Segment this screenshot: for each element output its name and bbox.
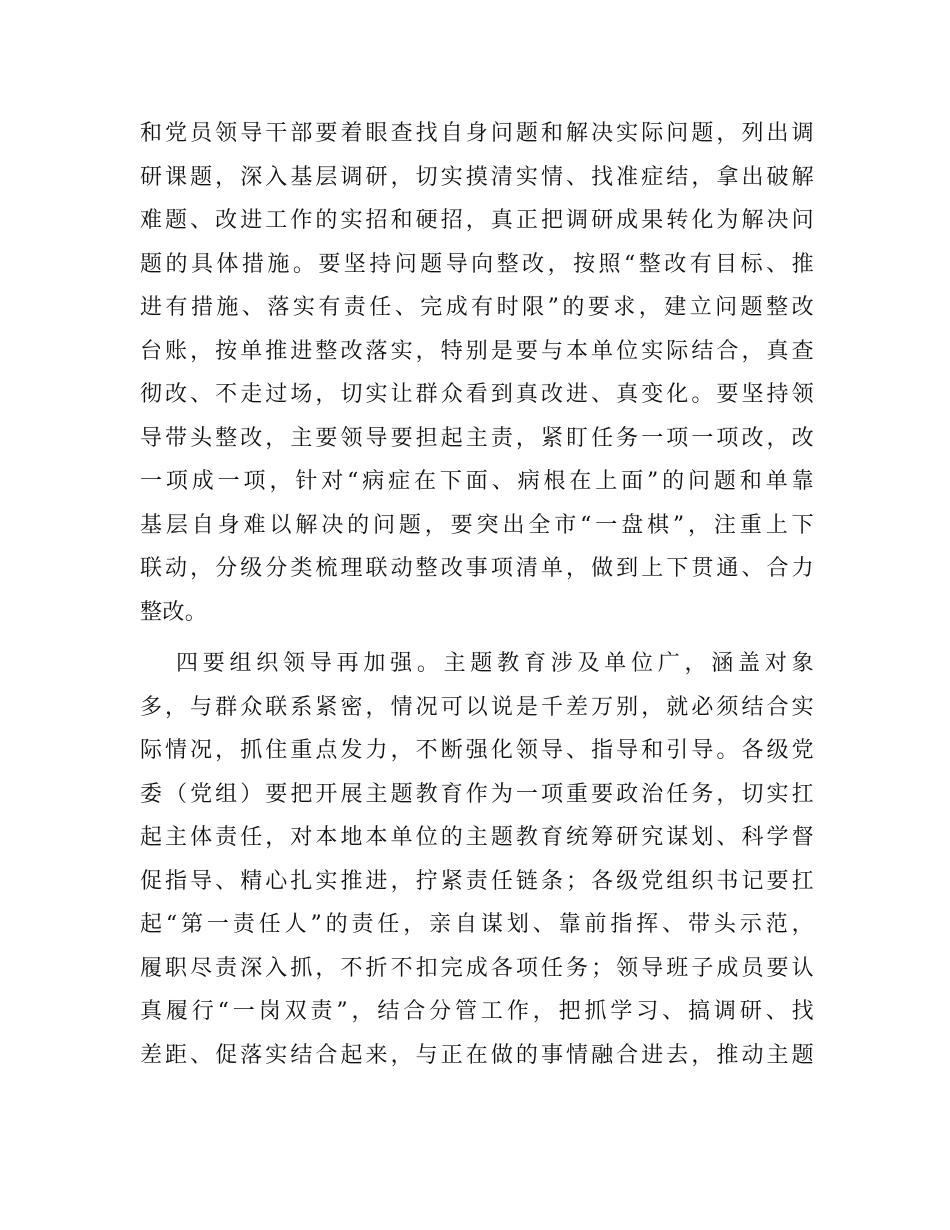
text-line: 彻改、不走过场，切实让群众看到真改进、真变化。要坚持领 (140, 382, 814, 407)
text-line: 一项成一项，针对“病症在下面、病根在上面”的问题和单靠 (140, 469, 814, 494)
text-line: 研课题，深入基层调研，切实摸清实情、找准症结，拿出破解 (140, 164, 814, 190)
text-line: 多，与群众联系紧密，情况可以说是千差万别，就必须结合实 (140, 694, 814, 720)
text-line: 起“第一责任人”的责任，亲自谋划、靠前指挥、带头示范， (140, 912, 814, 937)
text-line: 和党员领导干部要着眼查找自身问题和解决实际问题，列出调 (140, 121, 814, 146)
text-line: 难题、改进工作的实招和硬招，真正把调研成果转化为解决问 (140, 208, 814, 233)
text-line: 四要组织领导再加强。主题教育涉及单位广，涵盖对象 (176, 651, 814, 676)
paragraph-1 (140, 112, 814, 634)
paragraph-2 (140, 642, 814, 1077)
text-line: 联动，分级分类梳理联动整改事项清单，做到上下贯通、合力 (140, 556, 814, 581)
text-line: 起主体责任，对本地本单位的主题教育统筹研究谋划、科学督 (140, 825, 814, 850)
text-line: 真履行“一岗双责”，结合分管工作，把抓学习、搞调研、找 (140, 999, 814, 1024)
text-line: 履职尽责深入抓，不折不扣完成各项任务；领导班子成员要认 (140, 955, 814, 981)
text-line: 整改。 (140, 599, 208, 625)
text-line: 台账，按单推进整改落实，特别是要与本单位实际结合，真查 (140, 338, 814, 364)
text-line: 际情况，抓住重点发力，不断强化领导、指导和引导。各级党 (140, 738, 814, 763)
text-line: 题的具体措施。要坚持问题导向整改，按照“整改有目标、推 (140, 251, 814, 277)
text-line: 进有措施、落实有责任、完成有时限”的要求，建立问题整改 (140, 295, 814, 320)
text-line: 委（党组）要把开展主题教育作为一项重要政治任务，切实扛 (140, 781, 814, 807)
document-body (140, 112, 814, 1077)
text-line: 导带头整改，主要领导要担起主责，紧盯任务一项一项改，改 (140, 425, 814, 451)
text-line: 基层自身难以解决的问题，要突出全市“一盘棋”，注重上下 (140, 512, 814, 538)
text-line: 促指导、精心扎实推进，拧紧责任链条；各级党组织书记要扛 (140, 868, 814, 894)
text-line: 差距、促落实结合起来，与正在做的事情融合进去，推动主题 (140, 1042, 814, 1068)
